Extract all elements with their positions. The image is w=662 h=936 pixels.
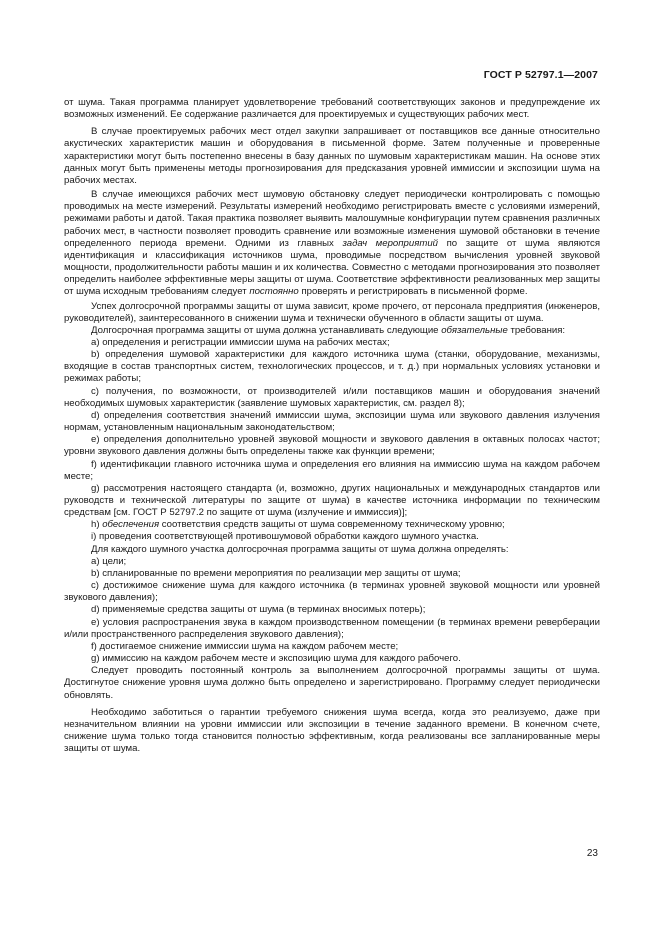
- paragraph-program-success: Успех долгосрочной программы защиты от шума зависит, кроме прочего, от персонала предприятия (инженеров, руководителей), заинтересованного в снижении шума и технически обученного в области защиты от шума.: [64, 300, 600, 324]
- paragraph-intro: от шума. Такая программа планирует удовлетворение требований соответствующих законов и предупреждение их возможных изменений. Ее содержание различается для проектируемых и существующих рабочих мест.: [64, 97, 600, 121]
- requirement-item-h: [64, 519, 600, 531]
- text-run: требования:: [510, 324, 566, 336]
- definition-item-b: b) спланированные по времени мероприятия по реализации мер защиты от шума;: [91, 567, 461, 579]
- paragraph-existing-workplaces: [64, 189, 600, 298]
- emphasis-text: обеспечения: [102, 519, 160, 531]
- page-number: 23: [586, 848, 598, 859]
- requirement-item-g: g) рассмотрения настоящего стандарта (и, возможно, других национальных и международных стандартов или руководств и технической литературы по защите от шума) в качестве источника информации по техническим средствам [см. ГОСТ Р 52797.2 по защите от шума (излучение и иммиссия)];: [64, 482, 600, 519]
- paragraph-guarantee: Необходимо заботиться о гарантии требуемого снижения шума всегда, когда это реализуемо, даже при незначительном влиянии на уровни иммиссии или экспозиции в течение заданного времени. В конечном счете, снижение шума только тогда становится полностью эффективным, когда реализованы все запланированные меры защиты от шума.: [64, 706, 600, 755]
- definition-item-d: d) применяемые средства защиты от шума (в терминах вносимых потерь);: [91, 604, 426, 616]
- text-run: h): [91, 519, 100, 531]
- paragraph-mandatory-requirements: [64, 325, 600, 337]
- requirement-item-d: d) определения соответствия значений иммиссии шума, экспозиции шума или звукового давления излучения нормам, установленным национальным законодательством;: [64, 409, 600, 434]
- text-run: Долгосрочная программа защиты от шума должна устанавливать следующие: [91, 324, 439, 336]
- definition-item-a: a) цели;: [91, 555, 127, 567]
- paragraph-continuous-control: Следует проводить постоянный контроль за выполнением долгосрочной программы защиты от шума. Достигнутое снижение уровня шума должно быть определено и зарегистрировано. Программу следует периодически обновлять.: [64, 665, 600, 701]
- requirement-item-b: b) определения шумовой характеристики для каждого источника шума (станки, оборудование, механизмы, входящие в состав транспортных систем, технологических процессов, и т. д.) при нормальных условиях установки и режимах работы;: [64, 349, 600, 385]
- definition-item-e: e) условия распространения звука в каждом производственном помещении (в терминах времени реверберации и/или пространственного распределения звукового давления);: [64, 616, 600, 640]
- emphasis-text: задач мероприятий: [342, 237, 438, 249]
- definition-item-f: f) достигаемое снижение иммиссии шума на каждом рабочем месте;: [91, 640, 399, 652]
- text-run: проверять и регистрировать в письменной форме.: [301, 286, 528, 298]
- document-code-header: ГОСТ Р 52797.1—2007: [483, 69, 598, 81]
- definition-item-g: g) иммиссию на каждом рабочем месте и экспозицию шума для каждого рабочего.: [91, 653, 461, 665]
- paragraph-program-definitions: Для каждого шумного участка долгосрочная программа защиты от шума должна определять:: [91, 543, 509, 555]
- paragraph-designed-workplaces: В случае проектируемых рабочих мест отдел закупки запрашивает от поставщиков все данные относительно акустических характеристик машин и оборудования в письменной форме. Затем полученные и проверенные характеристики могут быть постепенно внесены в базу данных по шумовым характеристикам машин. На основе этих данных могут быть применены методы прогнозирования для предсказания уровней иммиссии и экспозиции шума на рабочих местах.: [64, 126, 600, 186]
- page-body: [64, 97, 600, 755]
- emphasis-text: обязательные: [441, 324, 508, 336]
- text-run: В случае имеющихся рабочих мест шумовую обстановку следует периодически контролировать с помощью проводимых на месте измерений. Результаты измерений необходимо регистрировать вместе с условиями измерений, режимами работы и датой. Такая практика позволяет выявить малошумные конфигурации путем сравнения различных рабочих мест, в частности позволяет проводить сравнение или возможные изменения шумовой обстановки в течение определенного периода времени. Одними из главных: [64, 189, 600, 249]
- requirement-item-f: f) идентификации главного источника шума и определения его влияния на иммиссию шума на каждом рабочем месте;: [64, 458, 600, 482]
- requirement-item-i: i) проведения соответствующей противошумовой обработки каждого шумного участка.: [91, 531, 479, 543]
- emphasis-text: постоянно: [249, 286, 299, 298]
- requirement-item-a: a) определения и регистрации иммиссии шума на рабочих местах;: [91, 336, 390, 348]
- text-run: соответствия средств защиты от шума современному техническому уровню;: [161, 519, 505, 531]
- definition-item-c: c) достижимое снижение шума для каждого источника (в терминах уровней звуковой мощности или уровней звукового давления);: [64, 580, 600, 604]
- requirement-item-c: c) получения, по возможности, от производителей и/или поставщиков машин и оборудования значений необходимых шумовых характеристик (заявление шумовых характеристик, см. раздел 8);: [64, 385, 600, 409]
- text-run: по защите от шума являются идентификация и классификация источников шума, проводимые посредством вычисления уровней звуковой мощности, продолжительности работы машин и их количества. Совместно с методами прогнозирования это позволяет определить наиболее эффективные меры защиты от шума. Соответствие эффективности реализованных мер защиты от шума исходным требованиям следует: [64, 237, 601, 298]
- requirement-item-e: e) определения дополнительно уровней звуковой мощности и звукового давления в октавных полосах частот; уровни звукового давления должны быть определены также как функции времени;: [64, 434, 600, 458]
